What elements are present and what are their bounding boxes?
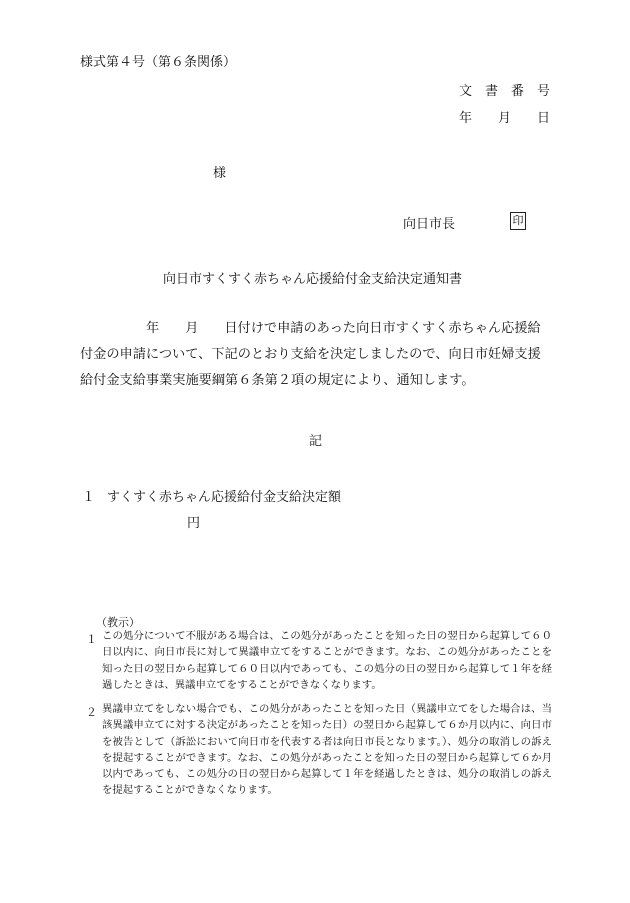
body-line-3: 給付金支給事業実施要綱第６条第２項の規定により、通知します。 — [80, 373, 475, 388]
body-line-2: 付金の申請について、下記のとおり支給を決定しましたので、向日市妊婦支援 — [80, 347, 541, 362]
instruction-item-2-number: ２ — [86, 706, 97, 719]
date-label: 年 月 日 — [458, 111, 550, 126]
recipient-honorific: 様 — [213, 166, 227, 181]
form-number: 様式第４号（第６条関係） — [80, 55, 237, 70]
instruction-item-1-number: １ — [86, 633, 97, 646]
body-line-1 — [80, 316, 562, 342]
document-number-label: 文 書 番 号 — [458, 84, 550, 99]
document-title: 向日市すくすく赤ちゃん応援給付金支給決定通知書 — [163, 272, 463, 287]
item-1-label: すくすく赤ちゃん応援給付金支給決定額 — [107, 490, 342, 505]
body-line-1-text: 日付けで申請のあった向日市すくすく赤ちゃん応援給 — [224, 321, 541, 336]
instruction-heading: （教示） — [96, 616, 140, 629]
item-1-number: １ — [82, 490, 96, 505]
body-year-label: 年 — [146, 321, 160, 336]
instruction-item-1-text: この処分について不服がある場合は、この処分があったことを知った日の翌日から起算して６０日以内に、向日市長に対して異議申立てをすることができます。なお、この処分があったことを知った日の翌日から起算して６０日以内であっても、この処分の日の翌日から起算して１年を経過したときは、異議申立てをすることができなくなります。 — [102, 630, 552, 691]
seal-mark: 印 — [510, 212, 526, 230]
item-1-unit: 円 — [187, 516, 201, 531]
ki-heading: 記 — [309, 434, 323, 449]
sender-name: 向日市長 — [403, 217, 456, 232]
body-paragraph — [80, 316, 562, 394]
instruction-item-2-text: 異議申立てをしない場合でも、この処分があったことを知った日（異議申立てをした場合は、当該異議申立てに対する決定があったことを知った日）の翌日から起算して６か月以内に、向日市を被告として（訴訟において向日市を代表する者は向日市長となります。）、処分の取消しの訴えを提起することができます。なお、この処分があったことを知った日の翌日から起算して６か月以内であっても、この処分の日の翌日から起算して１年を経過したときは、処分の取消しの訴えを提起することができなくなります。 — [102, 703, 552, 797]
body-month-label: 月 — [185, 321, 199, 336]
